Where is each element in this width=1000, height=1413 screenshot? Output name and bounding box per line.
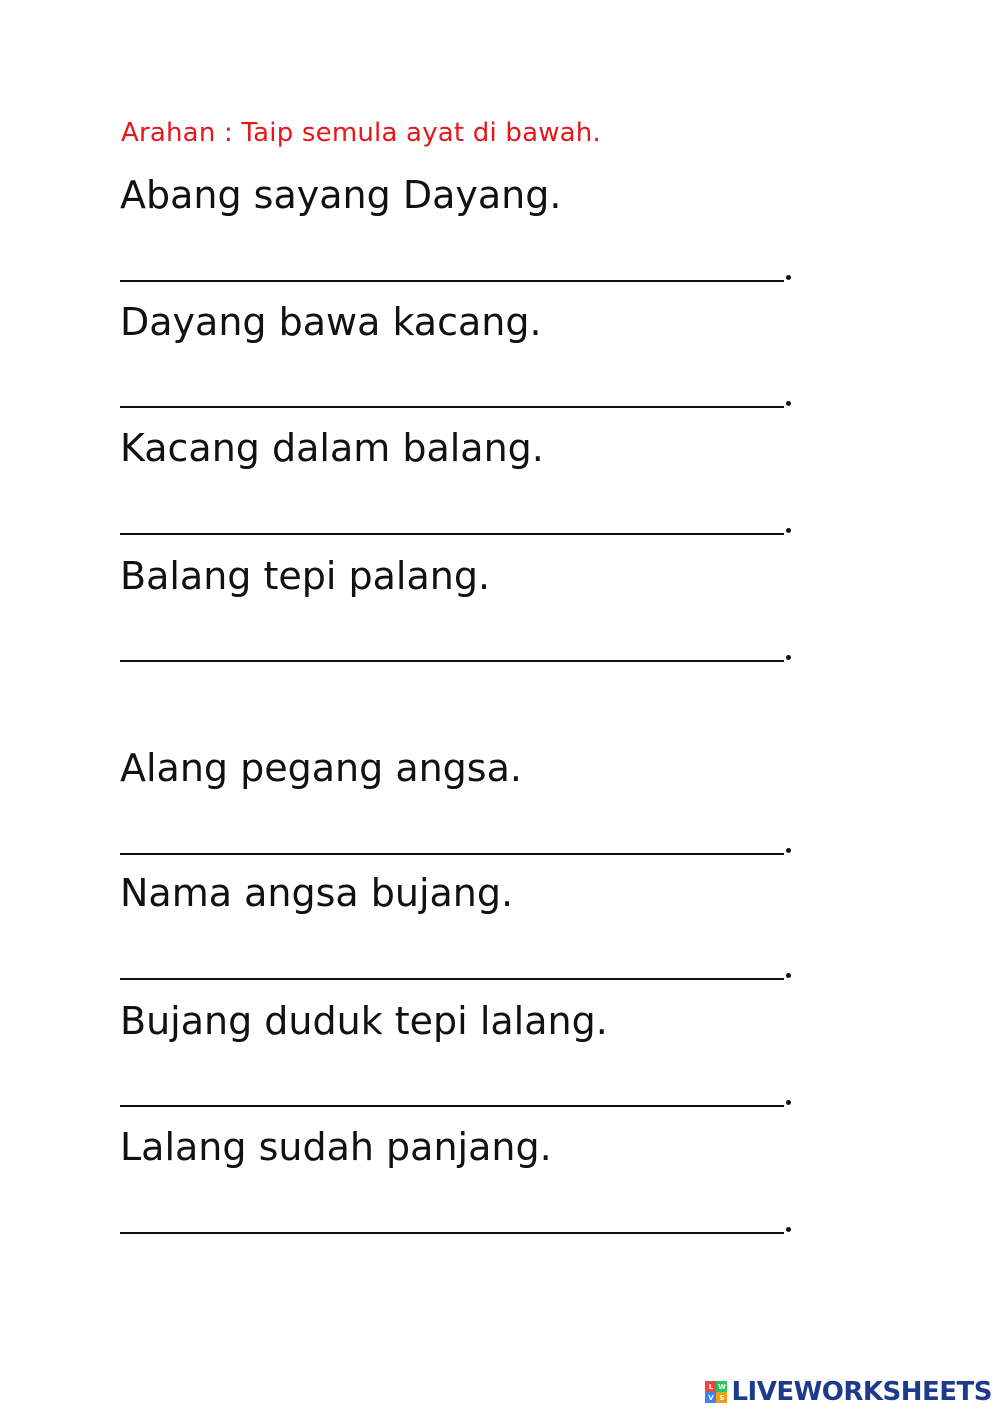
- period-dot-6: [786, 973, 791, 978]
- answer-input-5[interactable]: [120, 821, 784, 855]
- sentence-4: Balang tepi palang.: [120, 554, 491, 598]
- answer-input-6[interactable]: [120, 946, 784, 980]
- logo-tile-3: V: [705, 1392, 716, 1403]
- period-dot-1: [786, 275, 791, 280]
- sentence-2: Dayang bawa kacang.: [120, 300, 542, 344]
- logo-tile-1: L: [705, 1381, 716, 1392]
- footer-logo: [705, 1377, 992, 1407]
- period-dot-7: [786, 1100, 791, 1105]
- sentence-3: Kacang dalam balang.: [120, 426, 544, 470]
- period-dot-3: [786, 528, 791, 533]
- instruction-text: Arahan : Taip semula ayat di bawah.: [121, 118, 601, 148]
- answer-input-3[interactable]: [120, 501, 784, 535]
- brand-name: LIVEWORKSHEETS: [731, 1377, 992, 1407]
- liveworksheets-logo-icon: [705, 1381, 727, 1403]
- logo-tile-4: S: [716, 1392, 727, 1403]
- logo-tile-2: W: [718, 1382, 726, 1391]
- answer-input-8[interactable]: [120, 1200, 784, 1234]
- sentence-1: Abang sayang Dayang.: [120, 173, 562, 217]
- sentence-7: Bujang duduk tepi lalang.: [120, 999, 608, 1043]
- period-dot-2: [786, 401, 791, 406]
- sentence-8: Lalang sudah panjang.: [120, 1125, 552, 1169]
- answer-input-1[interactable]: [120, 248, 784, 282]
- period-dot-5: [786, 848, 791, 853]
- period-dot-4: [786, 655, 791, 660]
- answer-input-4[interactable]: [120, 628, 784, 662]
- sentence-6: Nama angsa bujang.: [120, 871, 514, 915]
- period-dot-8: [786, 1227, 791, 1232]
- sentence-5: Alang pegang angsa.: [120, 746, 522, 790]
- answer-input-7[interactable]: [120, 1073, 784, 1107]
- answer-input-2[interactable]: [120, 374, 784, 408]
